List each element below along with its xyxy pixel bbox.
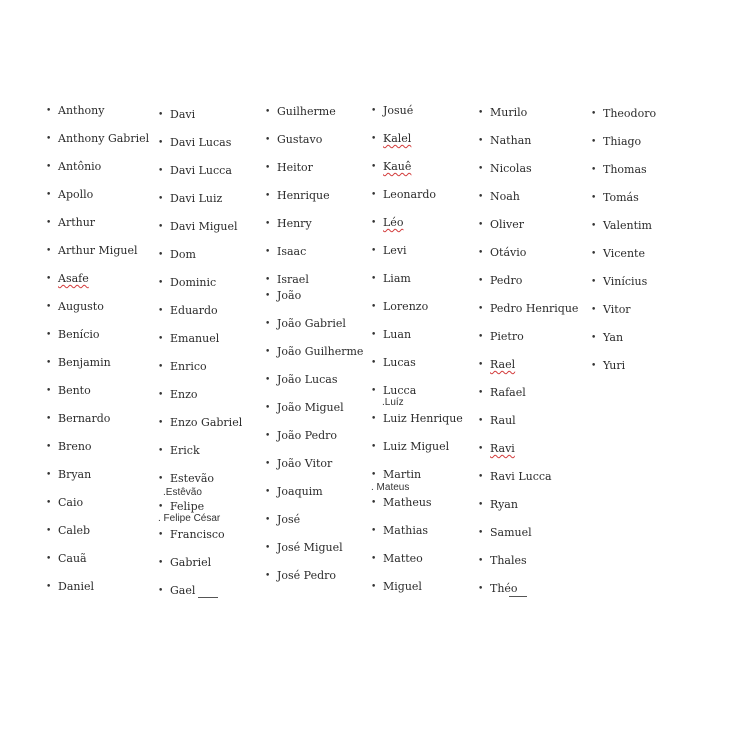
list-item-label: Pedro	[490, 274, 523, 287]
list-item-label: Lucca	[383, 384, 417, 397]
list-item-label: Heitor	[277, 161, 313, 174]
list-item-label: Anthony Gabriel	[58, 132, 150, 145]
list-item-label: Emanuel	[170, 332, 220, 345]
list-item-label: Luiz Henrique	[383, 412, 463, 425]
bullet-icon: •	[158, 334, 164, 344]
bullet-icon: •	[265, 247, 271, 257]
bullet-icon: •	[265, 571, 271, 581]
bullet-icon: •	[478, 136, 484, 146]
list-item-label: Murilo	[490, 106, 528, 119]
list-item-label: Guilherme	[277, 105, 336, 118]
list-item-label: Eduardo	[170, 304, 218, 317]
bullet-icon: •	[46, 274, 52, 284]
handwritten-note: .Luíz	[382, 397, 404, 408]
bullet-icon: •	[46, 218, 52, 228]
bullet-icon: •	[158, 446, 164, 456]
bullet-icon: •	[478, 332, 484, 342]
list-item-label: Arthur	[58, 216, 96, 229]
bullet-icon: •	[371, 190, 377, 200]
bullet-icon: •	[46, 526, 52, 536]
list-item-label: José	[277, 513, 301, 526]
bullet-icon: •	[591, 361, 597, 371]
list-item-label: Lorenzo	[383, 300, 429, 313]
bullet-icon: •	[158, 418, 164, 428]
bullet-icon: •	[371, 386, 377, 396]
list-item-label: Apollo	[58, 188, 94, 201]
name-column-2	[158, 0, 278, 746]
list-item-label: João Lucas	[277, 373, 338, 386]
bullet-icon: •	[371, 330, 377, 340]
list-item-label: Felipe	[170, 500, 205, 513]
bullet-icon: •	[46, 498, 52, 508]
bullet-icon: •	[478, 276, 484, 286]
list-item-label: Liam	[383, 272, 411, 285]
list-item-label: Antônio	[58, 160, 102, 173]
list-item-label: José Pedro	[277, 569, 337, 582]
bullet-icon: •	[265, 107, 271, 117]
list-item-label: Bernardo	[58, 412, 111, 425]
bullet-icon: •	[158, 586, 164, 596]
bullet-icon: •	[265, 219, 271, 229]
bullet-icon: •	[371, 246, 377, 256]
list-item-label: Augusto	[58, 300, 104, 313]
bullet-icon: •	[158, 194, 164, 204]
list-item-label: Luiz Miguel	[383, 440, 450, 453]
list-item-label: Israel	[277, 273, 309, 286]
list-item-label: Samuel	[490, 526, 532, 539]
list-item-label: Lucas	[383, 356, 416, 369]
bullet-icon: •	[478, 500, 484, 510]
list-item-label: Matheus	[383, 496, 432, 509]
bullet-icon: •	[478, 360, 484, 370]
list-item-label: Daniel	[58, 580, 95, 593]
list-item-label: Davi Lucas	[170, 136, 232, 149]
bullet-icon: •	[158, 390, 164, 400]
bullet-icon: •	[478, 108, 484, 118]
bullet-icon: •	[158, 474, 164, 484]
list-item-label: Ravi Lucca	[490, 470, 552, 483]
bullet-icon: •	[591, 333, 597, 343]
list-item-label: Yuri	[603, 359, 626, 372]
bullet-icon: •	[371, 106, 377, 116]
list-item-label: Rael	[490, 358, 516, 371]
list-item-label: Anthony	[58, 104, 105, 117]
bullet-icon: •	[478, 444, 484, 454]
list-item-label: Raul	[490, 414, 516, 427]
bullet-icon: •	[46, 106, 52, 116]
bullet-icon: •	[46, 358, 52, 368]
list-item-label: Levi	[383, 244, 407, 257]
bullet-icon: •	[265, 515, 271, 525]
list-item-label: Yan	[603, 331, 624, 344]
bullet-icon: •	[158, 558, 164, 568]
bullet-icon: •	[158, 362, 164, 372]
list-item-label: Bento	[58, 384, 91, 397]
list-item-label: Thiago	[603, 135, 642, 148]
list-item-label: Leonardo	[383, 188, 437, 201]
bullet-icon: •	[478, 388, 484, 398]
list-item-label: Valentim	[603, 219, 652, 232]
name-column-1	[46, 0, 166, 746]
bullet-icon: •	[371, 134, 377, 144]
list-item-label: Breno	[58, 440, 92, 453]
bullet-icon: •	[265, 403, 271, 413]
list-item-label: Enrico	[170, 360, 207, 373]
list-item-label: Thales	[490, 554, 527, 567]
list-item-label: Gustavo	[277, 133, 323, 146]
list-item-label: Enzo	[170, 388, 198, 401]
bullet-icon: •	[478, 528, 484, 538]
bullet-icon: •	[478, 416, 484, 426]
list-item-label: Bryan	[58, 468, 92, 481]
list-item-label: Benício	[58, 328, 100, 341]
list-item-label: Kalel	[383, 132, 412, 145]
bullet-icon: •	[46, 414, 52, 424]
bullet-icon: •	[265, 163, 271, 173]
bullet-icon: •	[371, 218, 377, 228]
list-item-label: João Guilherme	[277, 345, 364, 358]
pen-stroke	[198, 597, 218, 598]
pen-stroke	[509, 596, 527, 597]
bullet-icon: •	[591, 277, 597, 287]
bullet-icon: •	[46, 470, 52, 480]
list-item-label: Matteo	[383, 552, 423, 565]
list-item-label: Theodoro	[603, 107, 657, 120]
list-item-label: João Pedro	[277, 429, 338, 442]
list-item-label: Davi Luiz	[170, 192, 223, 205]
bullet-icon: •	[158, 502, 164, 512]
name-column-6	[591, 0, 711, 746]
list-item-label: Mathias	[383, 524, 429, 537]
bullet-icon: •	[265, 487, 271, 497]
bullet-icon: •	[478, 248, 484, 258]
name-column-5	[478, 0, 598, 746]
bullet-icon: •	[265, 347, 271, 357]
bullet-icon: •	[265, 319, 271, 329]
bullet-icon: •	[265, 191, 271, 201]
list-item-label: Théo	[490, 582, 518, 595]
list-item-label: Miguel	[383, 580, 422, 593]
list-item-label: Benjamin	[58, 356, 111, 369]
handwritten-note: .Estêvão	[163, 487, 202, 498]
bullet-icon: •	[591, 165, 597, 175]
list-item-label: Rafael	[490, 386, 526, 399]
list-item-label: Pedro Henrique	[490, 302, 579, 315]
list-item-label: Enzo Gabriel	[170, 416, 243, 429]
bullet-icon: •	[46, 302, 52, 312]
list-item-label: Luan	[383, 328, 412, 341]
bullet-icon: •	[46, 162, 52, 172]
list-item-label: João Vitor	[277, 457, 333, 470]
bullet-icon: •	[371, 442, 377, 452]
bullet-icon: •	[371, 582, 377, 592]
list-item-label: Kauê	[383, 160, 412, 173]
bullet-icon: •	[158, 166, 164, 176]
bullet-icon: •	[478, 220, 484, 230]
bullet-icon: •	[265, 459, 271, 469]
list-item-label: José Miguel	[277, 541, 343, 554]
list-item-label: Nathan	[490, 134, 532, 147]
bullet-icon: •	[591, 305, 597, 315]
list-item-label: Ryan	[490, 498, 518, 511]
bullet-icon: •	[46, 330, 52, 340]
list-item-label: Otávio	[490, 246, 527, 259]
list-item-label: Gael	[170, 584, 196, 597]
bullet-icon: •	[158, 250, 164, 260]
list-item-label: Henry	[277, 217, 312, 230]
handwritten-note: . Felipe César	[158, 513, 221, 524]
bullet-icon: •	[371, 526, 377, 536]
list-item-label: Vinícius	[603, 275, 648, 288]
name-column-3	[265, 0, 385, 746]
bullet-icon: •	[46, 554, 52, 564]
list-item-label: Nicolas	[490, 162, 532, 175]
list-item-label: João Miguel	[277, 401, 344, 414]
list-item-label: Pietro	[490, 330, 524, 343]
list-item-label: Ravi	[490, 442, 515, 455]
list-item-label: Oliver	[490, 218, 525, 231]
bullet-icon: •	[591, 249, 597, 259]
bullet-icon: •	[158, 278, 164, 288]
list-item-label: Francisco	[170, 528, 225, 541]
bullet-icon: •	[371, 414, 377, 424]
bullet-icon: •	[158, 222, 164, 232]
bullet-icon: •	[478, 164, 484, 174]
bullet-icon: •	[46, 246, 52, 256]
list-item-label: João Gabriel	[277, 317, 346, 330]
list-item-label: Joaquim	[277, 485, 323, 498]
list-item-label: Noah	[490, 190, 520, 203]
bullet-icon: •	[478, 472, 484, 482]
list-item-label: Henrique	[277, 189, 330, 202]
list-item-label: Arthur Miguel	[58, 244, 138, 257]
bullet-icon: •	[46, 582, 52, 592]
bullet-icon: •	[591, 137, 597, 147]
list-item-label: Estevão	[170, 472, 214, 485]
list-item-label: Erick	[170, 444, 200, 457]
list-item-label: Davi Lucca	[170, 164, 232, 177]
list-item-label: Caio	[58, 496, 84, 509]
list-item-label: Isaac	[277, 245, 307, 258]
bullet-icon: •	[46, 190, 52, 200]
list-item-label: João	[277, 289, 302, 302]
bullet-icon: •	[371, 162, 377, 172]
bullet-icon: •	[371, 274, 377, 284]
bullet-icon: •	[46, 386, 52, 396]
bullet-icon: •	[478, 192, 484, 202]
bullet-icon: •	[591, 221, 597, 231]
bullet-icon: •	[478, 584, 484, 594]
list-item-label: Davi Miguel	[170, 220, 238, 233]
bullet-icon: •	[158, 530, 164, 540]
list-item-label: Davi	[170, 108, 196, 121]
bullet-icon: •	[158, 306, 164, 316]
list-item-label: Vicente	[603, 247, 645, 260]
list-item-label: Léo	[383, 216, 404, 229]
bullet-icon: •	[591, 193, 597, 203]
list-item-label: Cauã	[58, 552, 87, 565]
bullet-icon: •	[478, 304, 484, 314]
bullet-icon: •	[265, 291, 271, 301]
bullet-icon: •	[371, 470, 377, 480]
list-item-label: Dom	[170, 248, 196, 261]
bullet-icon: •	[265, 275, 271, 285]
bullet-icon: •	[158, 110, 164, 120]
list-item-label: Asafe	[58, 272, 89, 285]
list-item-label: Martin	[383, 468, 422, 481]
bullet-icon: •	[46, 134, 52, 144]
name-column-4	[371, 0, 491, 746]
bullet-icon: •	[591, 109, 597, 119]
bullet-icon: •	[265, 431, 271, 441]
bullet-icon: •	[371, 358, 377, 368]
bullet-icon: •	[478, 556, 484, 566]
list-item-label: Thomas	[603, 163, 647, 176]
list-item-label: Vitor	[603, 303, 631, 316]
list-item-label: Gabriel	[170, 556, 212, 569]
bullet-icon: •	[158, 138, 164, 148]
list-item-label: Tomás	[603, 191, 639, 204]
list-item-label: Caleb	[58, 524, 91, 537]
list-item-label: Dominic	[170, 276, 217, 289]
bullet-icon: •	[265, 135, 271, 145]
bullet-icon: •	[265, 375, 271, 385]
handwritten-note: . Mateus	[371, 482, 410, 493]
bullet-icon: •	[371, 302, 377, 312]
list-item-label: Josué	[383, 104, 414, 117]
bullet-icon: •	[46, 442, 52, 452]
bullet-icon: •	[265, 543, 271, 553]
bullet-icon: •	[371, 498, 377, 508]
bullet-icon: •	[371, 554, 377, 564]
